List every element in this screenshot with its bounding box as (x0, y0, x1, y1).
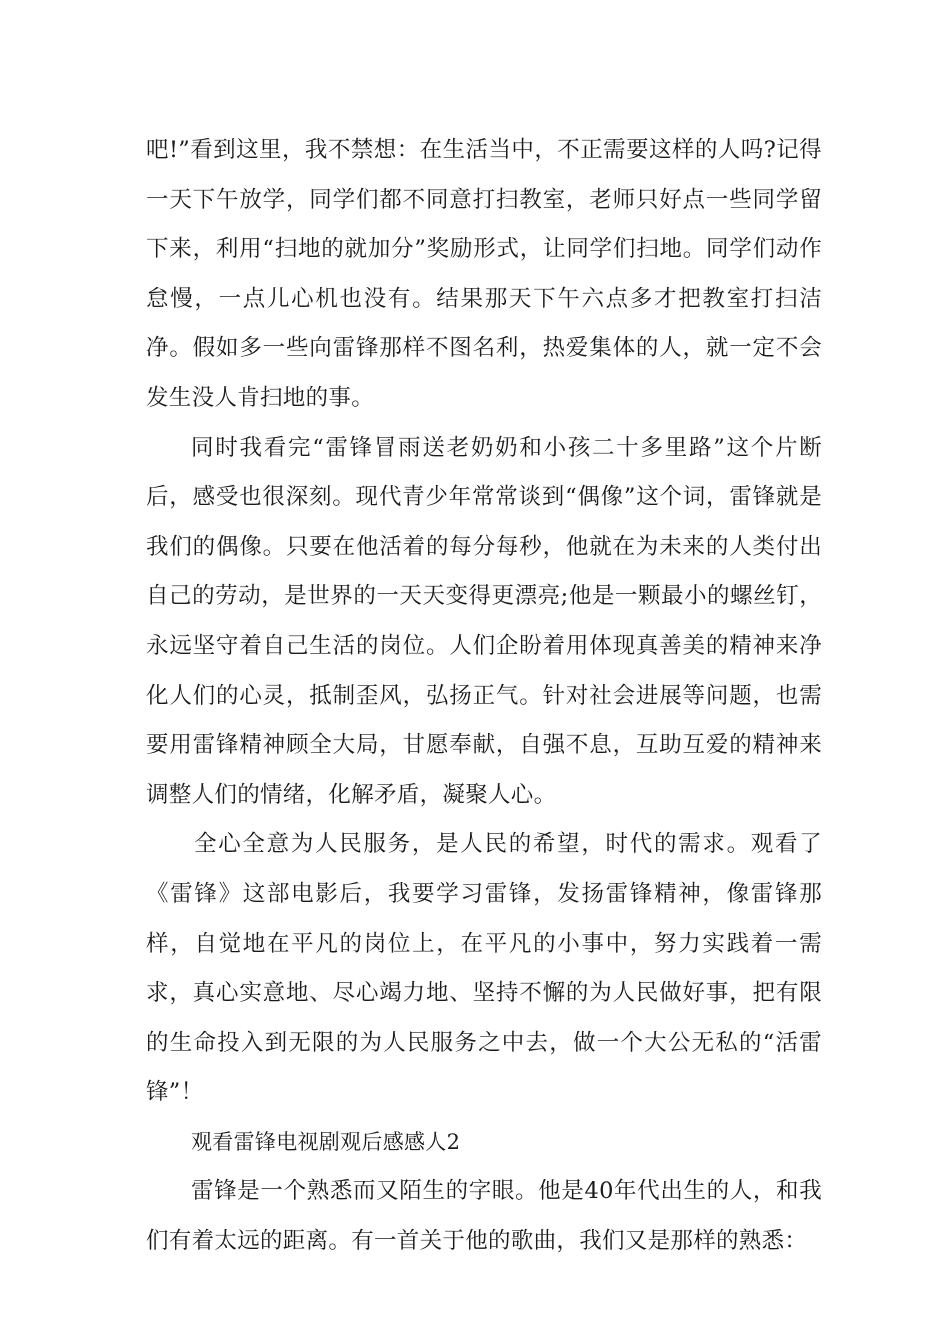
section-heading: 观看雷锋电视剧观后感感人2 (191, 1129, 461, 1154)
paragraph-final: 雷锋是一个熟悉而又陌生的字眼。他是40年代出生的人，和我们有着太远的距离。有一首关于他的歌曲，我们又是那样的熟悉： (146, 1178, 822, 1255)
document-body (146, 126, 822, 1267)
paragraph-lei-feng-rain: 同时我看完“雷锋冒雨送老奶奶和小孩二十多里路”这个片断后，感受也很深刻。现代青少年常常谈到“偶像”这个词，雷锋就是我们的偶像。只要在他活着的每分每秒，他就在为未来的人类付出自己的劳动，是世界的一天天变得更漂亮;他是一颗最小的螺丝钉，永远坚守着自己生活的岗位。人们企盼着用体现真善美的精神来净化人们的心灵，抵制歪风，弘扬正气。针对社会进展等问题，也需要用雷锋精神顾全大局，甘愿奉献，自强不息，互助互爱的精神来调整人们的情绪，化解矛盾，凝聚人心。 (146, 434, 822, 808)
paragraph-continuation: 吧!”看到这里，我不禁想：在生活当中，不正需要这样的人吗?记得一天下午放学，同学们都不同意打扫教室，老师只好点一些同学留下来，利用“扫地的就加分”奖励形式，让同学们扫地。同学们动作怠慢，一点儿心机也没有。结果那天下午六点多才把教室打扫洁净。假如多一些向雷锋那样不图名利，热爱集体的人，就一定不会发生没人肯扫地的事。 (146, 137, 822, 411)
paragraph-serve-people: 全心全意为人民服务，是人民的希望，时代的需求。观看了《雷锋》这部电影后，我要学习雷锋，发扬雷锋精神，像雷锋那样，自觉地在平凡的岗位上，在平凡的小事中，努力实践着一需求，真心实意地、尽心竭力地、坚持不懈的为人民做好事，把有限的生命投入到无限的为人民服务之中去，做一个大公无私的“活雷锋”！ (146, 831, 822, 1106)
